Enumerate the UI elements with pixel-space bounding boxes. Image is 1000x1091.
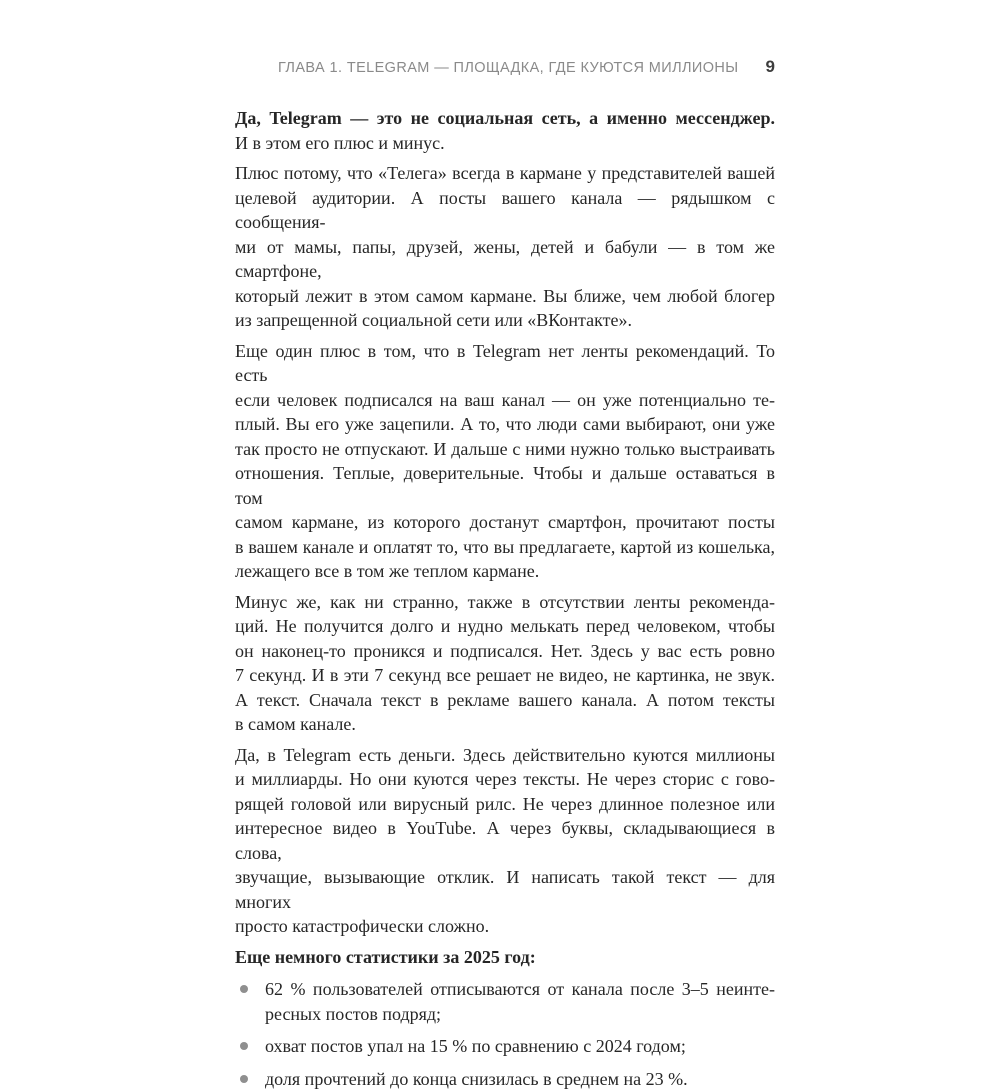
text-line: 62 % пользователей отписываются от канала после 3–5 неинте- xyxy=(265,977,775,1002)
page-content xyxy=(235,57,775,1091)
text-line: рящей головой или вирусный рилс. Не через длинное полезное или xyxy=(235,792,775,817)
text-line: целевой аудитории. А посты вашего канала — рядышком с сообщения- xyxy=(235,186,775,235)
text-line: звучащие, вызывающие отклик. И написать такой текст — для многих xyxy=(235,865,775,914)
paragraph xyxy=(235,743,775,939)
lead-paragraph xyxy=(235,106,775,155)
bullet-dot xyxy=(240,985,248,993)
page-number: 9 xyxy=(766,57,775,77)
text-line: самом кармане, из которого достанут смартфон, прочитают посты xyxy=(235,510,775,535)
text-line: ций. Не получится долго и нудно мелькать перед человеком, чтобы xyxy=(235,614,775,639)
text-line: интересное видео в YouTube. А через буквы, складывающиеся в слова, xyxy=(235,816,775,865)
text-line: доля прочтений до конца снизилась в среднем на 23 %. xyxy=(265,1067,775,1091)
text-line: плый. Вы его уже зацепили. А то, что люди сами выбирают, они уже xyxy=(235,412,775,437)
text-line: Минус же, как ни странно, также в отсутствии ленты рекоменда- xyxy=(235,590,775,615)
text-line: он наконец-то проникся и подписался. Нет. Здесь у вас есть ровно xyxy=(235,639,775,664)
running-head-title: ГЛАВА 1. TELEGRAM — ПЛОЩАДКА, ГДЕ КУЮТСЯ МИЛЛИОНЫ xyxy=(278,60,739,76)
text-line: из запрещенной социальной сети или «ВКонтакте». xyxy=(235,308,775,333)
running-head xyxy=(235,57,775,77)
text-line: так просто не отпускают. И дальше с ними нужно только выстраивать xyxy=(235,437,775,462)
text-line: ми от мамы, папы, друзей, жены, детей и бабули — в том же смартфоне, xyxy=(235,235,775,284)
stats-heading: Еще немного статистики за 2025 год: xyxy=(235,945,775,970)
text-line: если человек подписался на ваш канал — он уже потенциально те- xyxy=(235,388,775,413)
bullet-list xyxy=(235,977,775,1091)
text-line: охват постов упал на 15 % по сравнению с 2024 годом; xyxy=(265,1034,775,1059)
text-line: 7 секунд. И в эти 7 секунд все решает не видео, не картинка, не звук. xyxy=(235,663,775,688)
content-blocks xyxy=(235,106,775,1091)
lead-plain-line: И в этом его плюс и минус. xyxy=(235,131,775,156)
text-line: Еще один плюс в том, что в Telegram нет ленты рекомендаций. То есть xyxy=(235,339,775,388)
text-line: просто катастрофически сложно. xyxy=(235,914,775,939)
bullet-dot xyxy=(240,1075,248,1083)
text-line: ресных постов подряд; xyxy=(265,1002,775,1027)
paragraph xyxy=(235,161,775,333)
bullet-item xyxy=(235,977,775,1026)
text-line: лежащего все в том же теплом кармане. xyxy=(235,559,775,584)
paragraph xyxy=(235,590,775,737)
lead-bold-line: Да, Telegram — это не социальная сеть, а именно мессенджер. xyxy=(235,106,775,131)
bullet-item xyxy=(235,1067,775,1091)
text-line: в самом канале. xyxy=(235,712,775,737)
text-line: А текст. Сначала текст в рекламе вашего канала. А потом тексты xyxy=(235,688,775,713)
paragraph xyxy=(235,339,775,584)
bullet-item xyxy=(235,1034,775,1059)
text-line: Да, в Telegram есть деньги. Здесь действительно куются миллионы xyxy=(235,743,775,768)
text-line: отношения. Теплые, доверительные. Чтобы и дальше оставаться в том xyxy=(235,461,775,510)
text-line: и миллиарды. Но они куются через тексты. Не через сторис с гово- xyxy=(235,767,775,792)
text-line: Плюс потому, что «Телега» всегда в кармане у представителей вашей xyxy=(235,161,775,186)
bullet-dot xyxy=(240,1042,248,1050)
text-line: в вашем канале и оплатят то, что вы предлагаете, картой из кошелька, xyxy=(235,535,775,560)
text-line: который лежит в этом самом кармане. Вы ближе, чем любой блогер xyxy=(235,284,775,309)
